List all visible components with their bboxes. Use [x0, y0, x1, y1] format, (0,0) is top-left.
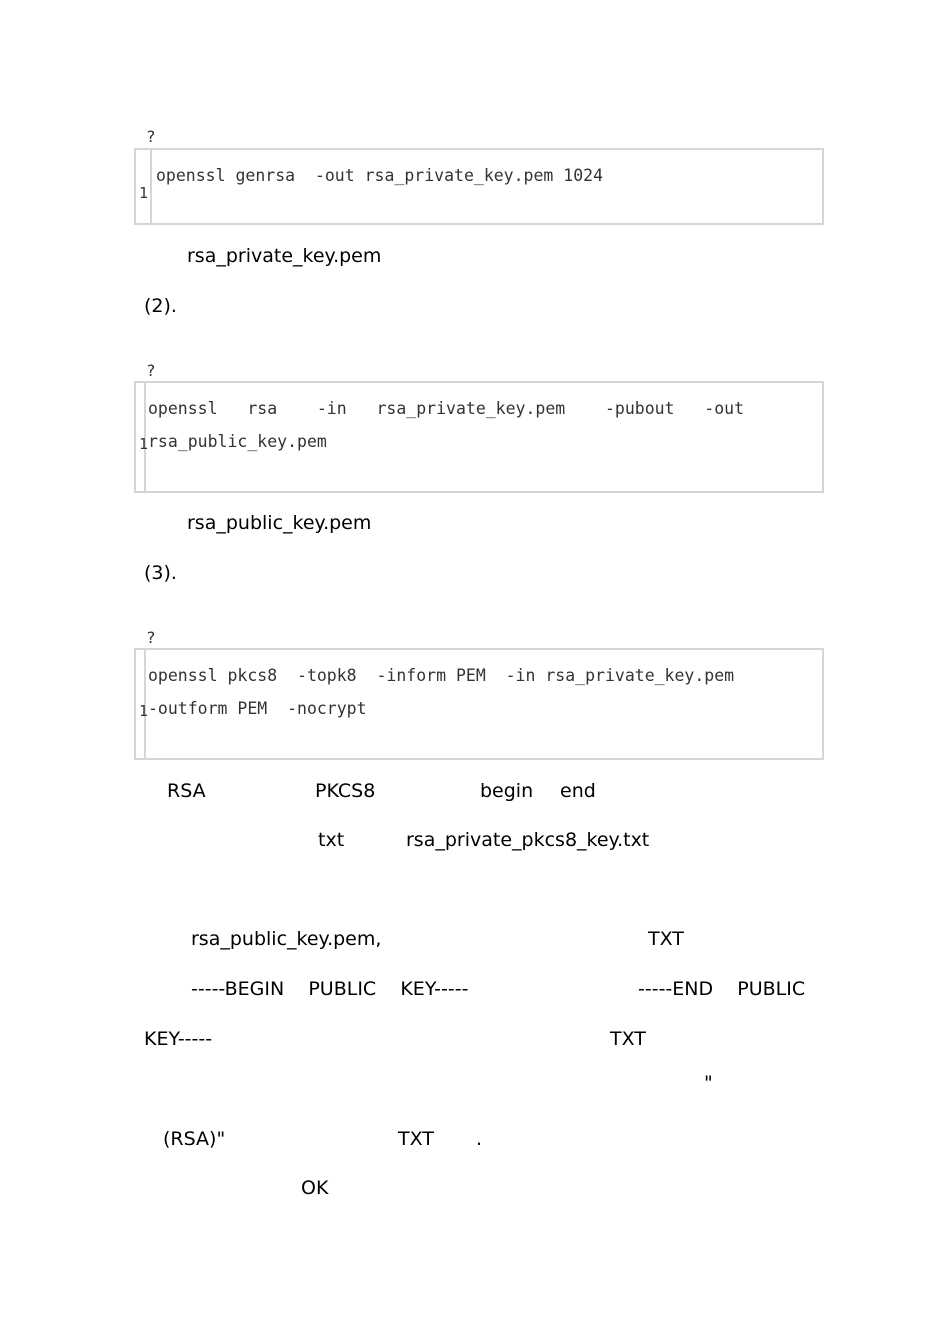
code-block — [134, 148, 824, 225]
code-line: openssl pkcs8 -topk8 -inform PEM -in rsa_private_key.pem — [148, 666, 735, 685]
line-number: 1 — [139, 435, 149, 453]
code-line: rsa_public_key.pem — [148, 432, 327, 451]
file-name-text: rsa_private_key.pem — [187, 245, 382, 267]
text-txt-upper: TXT — [648, 928, 684, 950]
step-label: (2). — [144, 295, 177, 317]
text-end-public: -----END PUBLIC — [638, 978, 806, 1000]
text-quote: " — [704, 1072, 713, 1094]
code-line: openssl genrsa -out rsa_private_key.pem 1024 — [156, 166, 604, 185]
code-block — [134, 648, 824, 760]
text-pkcs8: PKCS8 — [315, 780, 376, 802]
text-ok: OK — [301, 1177, 329, 1199]
code-block-marker: ? — [146, 361, 156, 380]
text-rsa: RSA — [167, 780, 206, 802]
text-begin-public-key: -----BEGIN PUBLIC KEY----- — [191, 978, 469, 1000]
text-begin: begin — [480, 780, 534, 802]
text-period: . — [476, 1128, 483, 1150]
text-rsa-quote: (RSA)" — [163, 1128, 226, 1150]
code-block-marker: ? — [146, 628, 156, 647]
text-txt-upper: TXT — [398, 1128, 434, 1150]
code-block-marker: ? — [146, 127, 156, 146]
text-public-key-file: rsa_public_key.pem, — [191, 928, 382, 950]
text-pkcs8-file: rsa_private_pkcs8_key.txt — [406, 829, 650, 851]
text-end: end — [560, 780, 596, 802]
text-key-tail: KEY----- — [144, 1028, 213, 1050]
line-number: 1 — [139, 702, 149, 720]
text-txt-upper: TXT — [610, 1028, 646, 1050]
step-label: (3). — [144, 562, 177, 584]
code-block — [134, 381, 824, 493]
text-txt: txt — [318, 829, 345, 851]
code-line: openssl rsa -in rsa_private_key.pem -pubout -out — [148, 399, 745, 418]
line-number: 1 — [139, 184, 149, 202]
code-line: -outform PEM -nocrypt — [148, 699, 367, 718]
file-name-text: rsa_public_key.pem — [187, 512, 372, 534]
